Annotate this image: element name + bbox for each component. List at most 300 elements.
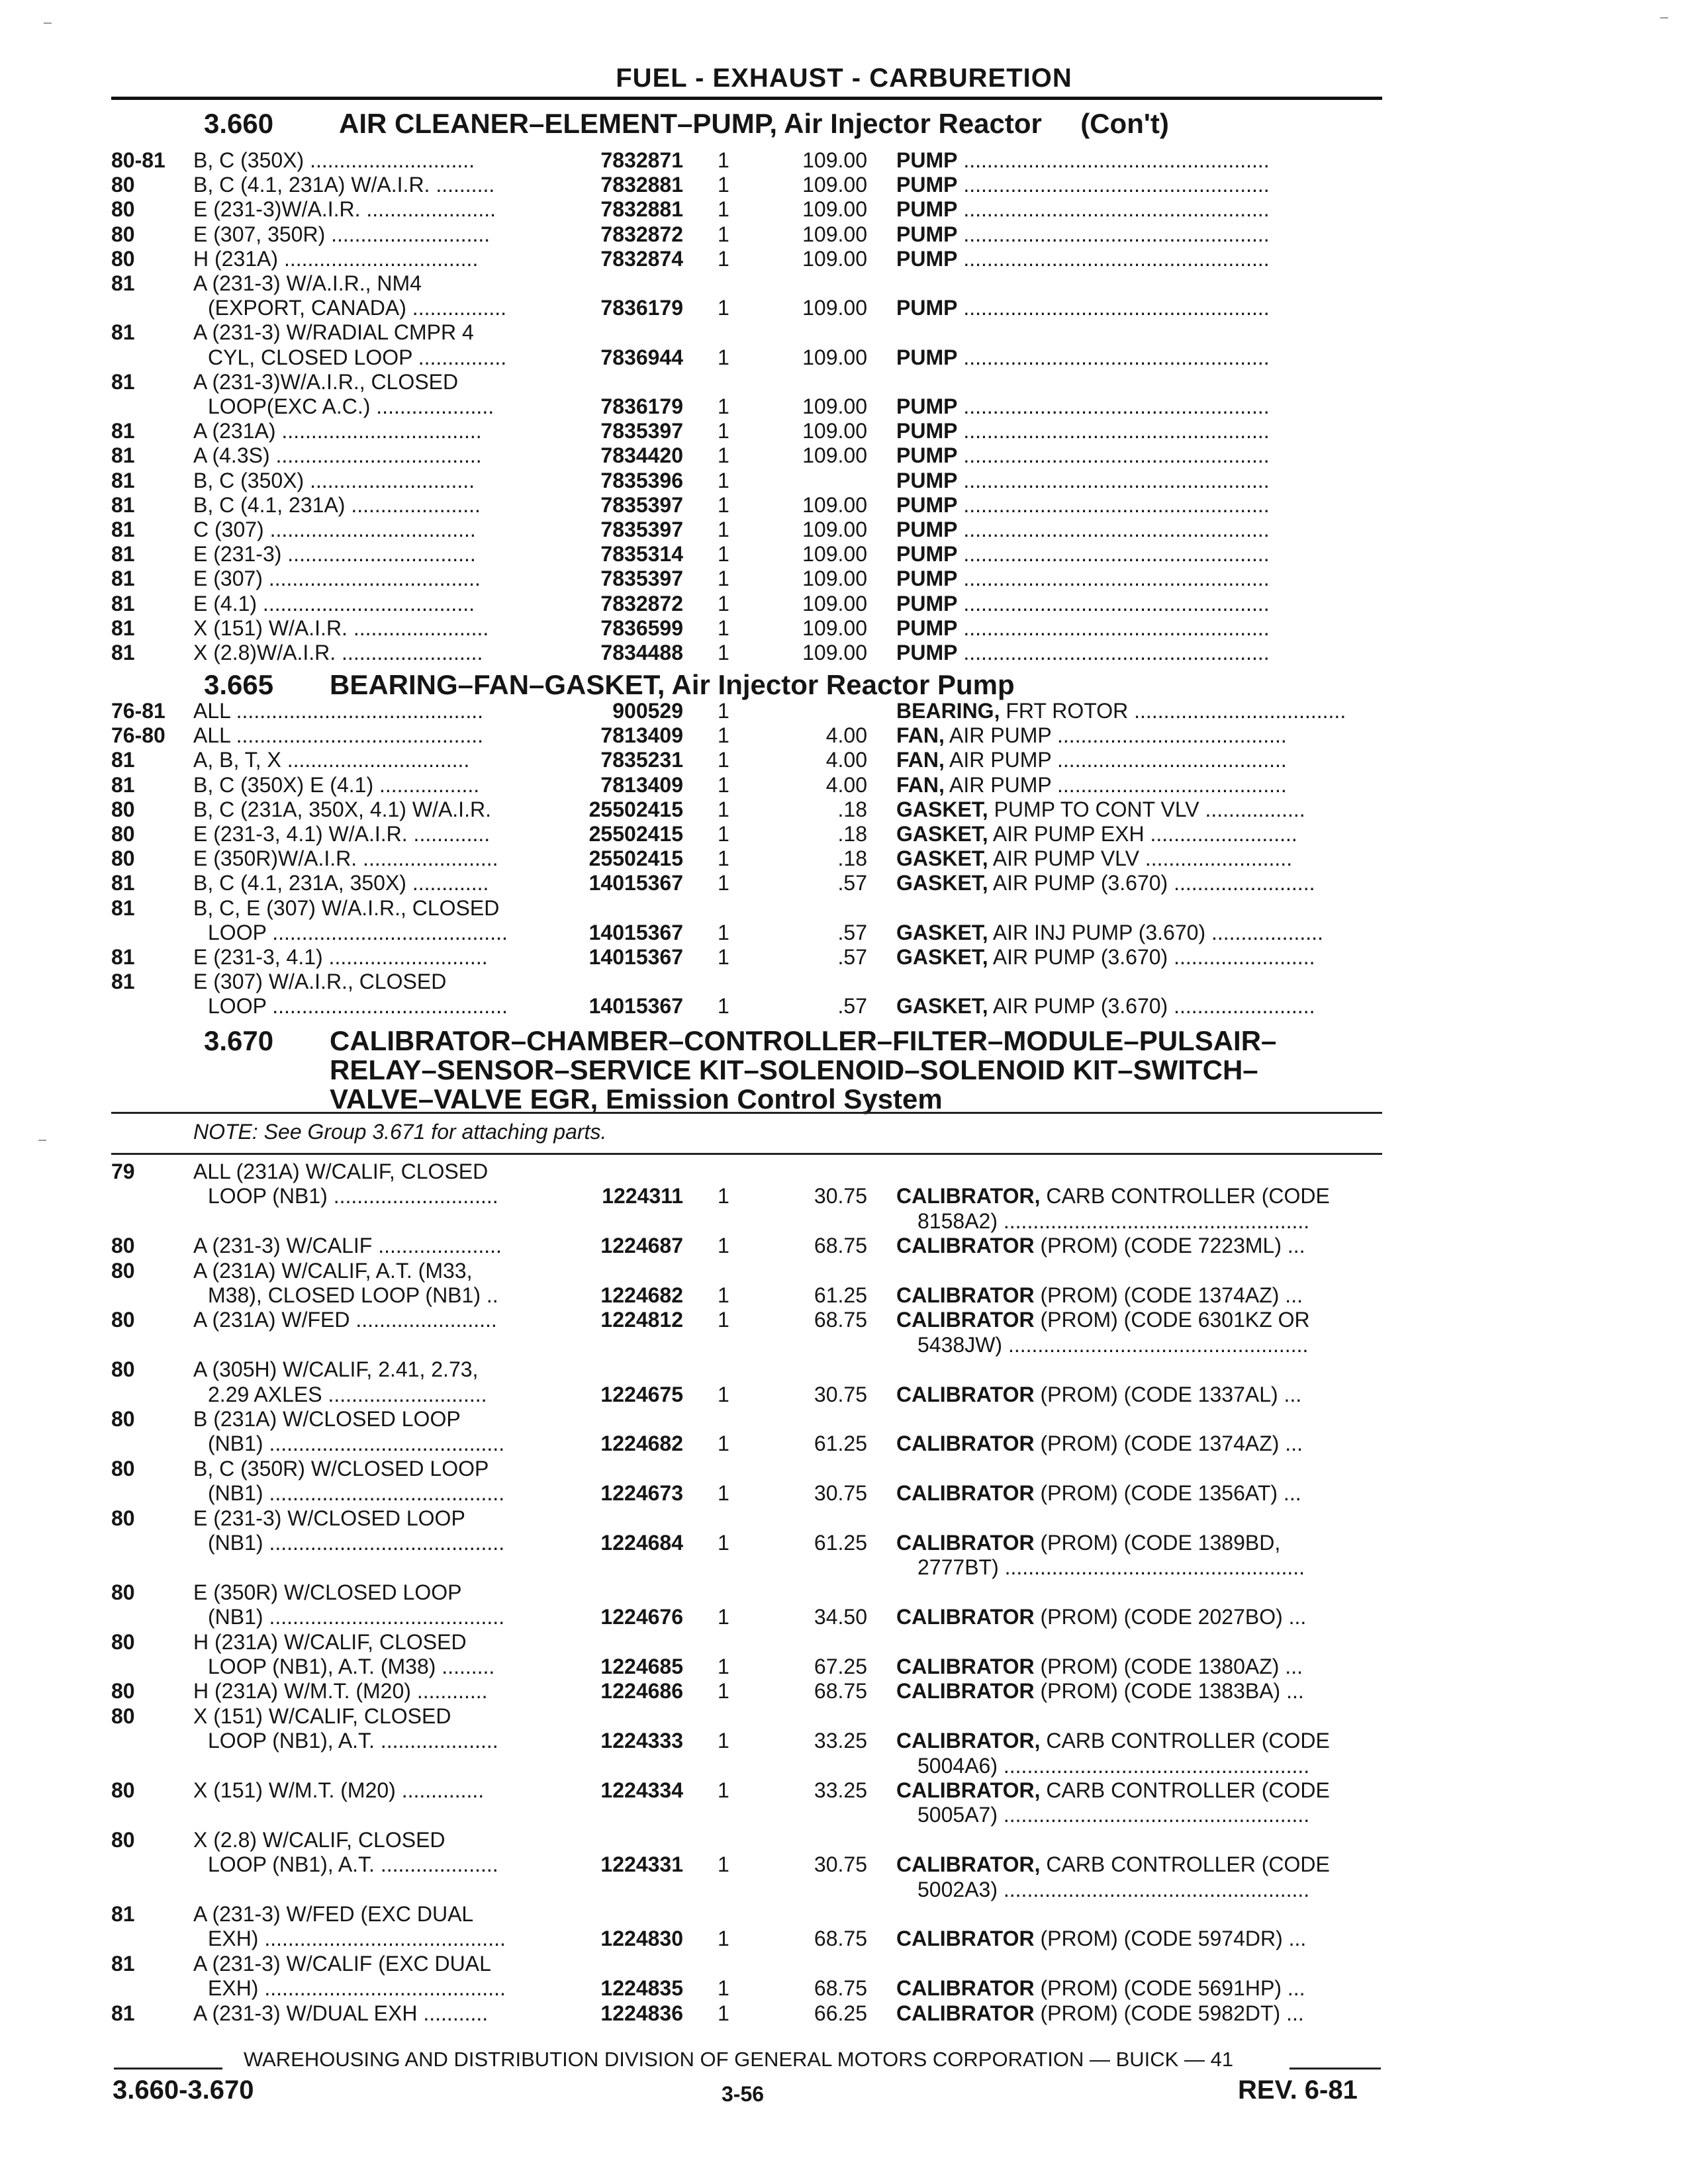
row-description: (NB1) ........................................ <box>208 1481 505 1506</box>
row-description: A (231-3) W/A.I.R., NM4 <box>193 271 422 295</box>
row-quantity: 1 <box>718 871 729 895</box>
row-part-name: GASKET, AIR PUMP (3.670) ........................ <box>896 945 1315 969</box>
row-part-name: CALIBRATOR (PROM) (CODE 5691HP) ... <box>896 1976 1305 2001</box>
table-row <box>0 1630 1688 1655</box>
section-title-main: BEARING–FAN–GASKET, <box>330 669 665 700</box>
table-row <box>0 921 1688 945</box>
row-part-name: PUMP .................................................... <box>896 148 1270 172</box>
row-part-number: 1224682 <box>600 1283 683 1307</box>
row-description: H (231A) W/CALIF, CLOSED <box>193 1629 467 1654</box>
row-part-number: 1224685 <box>600 1655 683 1678</box>
row-quantity: 1 <box>718 345 729 369</box>
table-row <box>0 1333 1688 1357</box>
table-row <box>0 1655 1688 1679</box>
row-description: E (231-3) ................................ <box>193 542 476 567</box>
row-year: 81 <box>111 542 135 567</box>
row-part-name: PUMP .................................................... <box>896 492 1270 517</box>
row-part-name-bold: PUMP <box>896 518 958 541</box>
row-description: E (231-3)W/A.I.R. ...................... <box>193 197 496 222</box>
row-price: .18 <box>837 846 867 871</box>
table-row <box>0 723 1688 748</box>
row-part-number: 7835396 <box>600 468 683 492</box>
table-row <box>0 518 1688 542</box>
row-quantity: 1 <box>718 2001 729 2025</box>
row-part-name-bold: GASKET, <box>896 871 988 895</box>
row-description: H (231A) W/M.T. (M20) ............ <box>193 1679 488 1704</box>
row-description: EXH) ......................................... <box>208 1927 506 1951</box>
row-quantity: 1 <box>718 641 729 664</box>
row-description: A (231-3) W/FED (EXC DUAL <box>193 1902 474 1926</box>
row-description: B, C (4.1, 231A) ...................... <box>193 492 481 517</box>
table-row <box>0 247 1688 271</box>
row-description: CYL, CLOSED LOOP ............... <box>208 345 507 369</box>
table-row <box>0 1704 1688 1729</box>
row-quantity: 1 <box>718 945 729 969</box>
row-description: E (307) .................................... <box>193 567 481 591</box>
table-row <box>0 1432 1688 1456</box>
row-description: ALL (231A) W/CALIF, CLOSED <box>193 1160 489 1183</box>
row-price: 68.75 <box>814 1976 867 2001</box>
row-part-name-bold: CALIBRATOR <box>896 1234 1035 1258</box>
row-price: 109.00 <box>802 173 867 197</box>
row-description: B, C (4.1, 231A, 350X) ............. <box>193 871 489 895</box>
row-quantity: 1 <box>718 920 729 944</box>
row-part-name: PUMP .................................................... <box>896 468 1270 492</box>
row-description: LOOP (NB1), A.T. .................... <box>208 1729 498 1753</box>
row-description: E (307, 350R) ........................... <box>193 222 491 246</box>
table-row <box>0 1531 1688 1555</box>
row-description: A (4.3S) ................................... <box>193 443 482 468</box>
section-title-line-2: RELAY–SENSOR–SERVICE KIT–SOLENOID–SOLENOID KIT–SWITCH– <box>330 1054 1258 1085</box>
row-part-name-bold: PUMP <box>896 567 958 591</box>
row-part-name-continued: 5438JW) ................................................... <box>917 1332 1309 1357</box>
row-part-number: 1224836 <box>600 2001 683 2025</box>
row-quantity: 1 <box>718 1382 729 1406</box>
row-part-number: 1224676 <box>600 1605 683 1629</box>
footer-division-text: WAREHOUSING AND DISTRIBUTION DIVISION OF GENERAL MOTORS CORPORATION — BUICK — 41 <box>244 2048 1234 2071</box>
row-quantity: 1 <box>718 723 729 748</box>
row-description: E (231-3, 4.1) ........................... <box>193 945 488 969</box>
row-price: 68.75 <box>814 1927 867 1951</box>
row-part-number: 7813409 <box>600 772 683 797</box>
row-quantity: 1 <box>718 615 729 640</box>
table-row <box>0 1952 1688 1976</box>
row-price: 68.75 <box>814 1679 867 1704</box>
table-row <box>0 1234 1688 1258</box>
row-year: 80 <box>111 1308 135 1332</box>
table-row <box>0 1729 1688 1753</box>
table-row <box>0 773 1688 797</box>
row-quantity: 1 <box>718 567 729 591</box>
row-quantity: 1 <box>718 542 729 567</box>
row-part-name: FAN, AIR PUMP ....................................... <box>896 748 1287 772</box>
row-part-number: 7832881 <box>600 173 683 197</box>
row-part-name-bold: CALIBRATOR <box>896 1976 1035 2001</box>
row-part-number: 1224334 <box>600 1778 683 1802</box>
table-row <box>0 1383 1688 1407</box>
row-part-name-continued: 2777BT) ................................................... <box>917 1555 1305 1580</box>
row-part-name-bold: PUMP <box>896 468 958 492</box>
row-part-name: PUMP .................................................... <box>896 591 1270 615</box>
row-part-number: 7813409 <box>600 723 683 748</box>
row-year: 80 <box>111 1827 135 1852</box>
row-price: 30.75 <box>814 1481 867 1506</box>
row-part-number: 900529 <box>612 699 683 723</box>
row-price: 109.00 <box>802 296 867 320</box>
row-part-name: CALIBRATOR, CARB CONTROLLER (CODE <box>896 1729 1330 1753</box>
row-quantity: 1 <box>718 1655 729 1678</box>
section-title-line-1: CALIBRATOR–CHAMBER–CONTROLLER–FILTER–MODULE–PULSAIR– <box>330 1025 1277 1056</box>
row-year: 81 <box>111 443 135 468</box>
row-quantity: 1 <box>718 296 729 320</box>
table-row <box>0 542 1688 567</box>
row-part-name-bold: PUMP <box>896 615 958 640</box>
section-title <box>339 110 1169 138</box>
row-quantity: 1 <box>718 518 729 541</box>
row-description: ALL .......................................... <box>193 699 484 723</box>
row-price: 30.75 <box>814 1184 867 1208</box>
table-row <box>0 1902 1688 1927</box>
row-part-name-bold: CALIBRATOR <box>896 1432 1035 1456</box>
row-quantity: 1 <box>718 197 729 222</box>
row-quantity: 1 <box>718 1308 729 1332</box>
row-part-number: 1224835 <box>600 1976 683 2001</box>
row-price: 109.00 <box>802 419 867 443</box>
row-part-name: GASKET, AIR INJ PUMP (3.670) ................... <box>896 920 1323 944</box>
row-description: A (231A) W/CALIF, A.T. (M33, <box>193 1258 473 1283</box>
row-part-number: 7835397 <box>600 492 683 517</box>
row-description: X (151) W/M.T. (M20) .............. <box>193 1778 485 1802</box>
row-part-name-bold: PUMP <box>896 197 958 222</box>
row-description: A (231-3) W/RADIAL CMPR 4 <box>193 320 474 345</box>
table-row <box>0 1754 1688 1778</box>
row-year: 81 <box>111 567 135 591</box>
page-header: FUEL - EXHAUST - CARBURETION <box>616 64 1072 93</box>
row-part-name: GASKET, AIR PUMP (3.670) ........................ <box>896 871 1315 895</box>
row-part-name: CALIBRATOR (PROM) (CODE 1389BD, <box>896 1531 1281 1555</box>
table-row <box>0 1308 1688 1332</box>
row-description: A (231-3) W/CALIF ..................... <box>193 1234 502 1258</box>
row-part-name: PUMP .................................................... <box>896 542 1270 567</box>
row-description: E (231-3) W/CLOSED LOOP <box>193 1506 465 1530</box>
row-part-name-bold: CALIBRATOR <box>896 1605 1035 1629</box>
table-row <box>0 896 1688 921</box>
row-year: 80 <box>111 846 135 871</box>
table-row <box>0 748 1688 772</box>
row-part-name: PUMP .................................................... <box>896 173 1270 197</box>
row-part-name: CALIBRATOR (PROM) (CODE 1356AT) ... <box>896 1481 1301 1506</box>
row-year: 81 <box>111 492 135 517</box>
row-description: B, C (350X) E (4.1) ................. <box>193 772 480 797</box>
row-quantity: 1 <box>718 699 729 723</box>
table-row <box>0 945 1688 970</box>
row-price: .18 <box>837 822 867 846</box>
table-row <box>0 1976 1688 2001</box>
note-top-rule <box>111 1112 1382 1114</box>
row-description: A (305H) W/CALIF, 2.41, 2.73, <box>193 1357 479 1382</box>
row-description: E (350R) W/CLOSED LOOP <box>193 1580 462 1604</box>
row-year: 81 <box>111 748 135 772</box>
row-part-name: BEARING, FRT ROTOR .................................... <box>896 699 1346 723</box>
row-part-name-continued: 5002A3) .................................................... <box>917 1877 1310 1901</box>
row-quantity: 1 <box>718 1481 729 1506</box>
row-year: 81 <box>111 419 135 443</box>
row-part-name: PUMP .................................................... <box>896 345 1270 369</box>
row-year: 76-81 <box>111 699 165 723</box>
row-quantity: 1 <box>718 1927 729 1951</box>
row-part-number: 1224673 <box>600 1481 683 1506</box>
row-description: B, C (350X) ............................ <box>193 468 475 492</box>
row-description: (EXPORT, CANADA) ................ <box>208 296 507 320</box>
row-part-name-bold: FAN, <box>896 748 945 772</box>
row-quantity: 1 <box>718 748 729 772</box>
table-row <box>0 394 1688 419</box>
row-part-name: CALIBRATOR (PROM) (CODE 2027BO) ... <box>896 1605 1307 1629</box>
section-title-sub: Emission Control System <box>598 1083 943 1115</box>
row-price: 61.25 <box>814 1283 867 1307</box>
row-description: 2.29 AXLES ........................... <box>208 1382 487 1406</box>
row-year: 81 <box>111 2001 135 2025</box>
row-year: 81 <box>111 1902 135 1926</box>
table-row <box>0 345 1688 370</box>
row-part-name-continued: 5005A7) .................................................... <box>917 1803 1310 1827</box>
row-part-name-bold: PUMP <box>896 443 958 468</box>
table-row <box>0 1407 1688 1432</box>
row-quantity: 1 <box>718 1184 729 1208</box>
section-title <box>330 671 1015 699</box>
row-price: 4.00 <box>825 748 867 772</box>
row-part-name: GASKET, AIR PUMP (3.670) ........................ <box>896 994 1315 1019</box>
row-description: LOOP (NB1) ............................ <box>208 1184 498 1208</box>
row-quantity: 1 <box>718 1531 729 1555</box>
row-description: A (231-3) W/DUAL EXH ........... <box>193 2001 489 2025</box>
section-title-main: VALVE–VALVE EGR, <box>330 1083 598 1115</box>
row-part-number: 1224686 <box>600 1679 683 1704</box>
row-price: 61.25 <box>814 1531 867 1555</box>
row-year: 80 <box>111 1407 135 1431</box>
row-part-number: 7832871 <box>600 148 683 172</box>
row-price: 109.00 <box>802 615 867 640</box>
table-row <box>0 1580 1688 1605</box>
row-part-number: 7834420 <box>600 443 683 468</box>
row-price: 68.75 <box>814 1234 867 1258</box>
row-price: 109.00 <box>802 345 867 369</box>
row-price: 66.25 <box>814 2001 867 2025</box>
row-part-name: FAN, AIR PUMP ....................................... <box>896 723 1287 748</box>
row-part-name-bold: CALIBRATOR <box>896 1382 1035 1406</box>
row-year: 81 <box>111 871 135 895</box>
section-title-main: AIR CLEANER–ELEMENT–PUMP, <box>339 108 777 139</box>
row-part-name-bold: BEARING, <box>896 699 1000 723</box>
table-row <box>0 641 1688 665</box>
row-quantity: 1 <box>718 994 729 1019</box>
table-row <box>0 592 1688 616</box>
row-price: 34.50 <box>814 1605 867 1629</box>
row-quantity: 1 <box>718 846 729 871</box>
row-part-name-bold: FAN, <box>896 772 945 797</box>
table-row <box>0 197 1688 222</box>
row-part-name: GASKET, AIR PUMP VLV ......................... <box>896 846 1293 871</box>
row-price: .57 <box>837 945 867 969</box>
row-description: B, C (4.1, 231A) W/A.I.R. .......... <box>193 173 495 197</box>
row-quantity: 1 <box>718 1605 729 1629</box>
row-year: 80 <box>111 1704 135 1728</box>
row-quantity: 1 <box>718 772 729 797</box>
table-row <box>0 1778 1688 1803</box>
row-part-number: 7836179 <box>600 394 683 418</box>
row-part-name-bold: CALIBRATOR, <box>896 1184 1041 1208</box>
row-year: 81 <box>111 1951 135 1976</box>
row-description: M38), CLOSED LOOP (NB1) .. <box>208 1283 498 1307</box>
row-part-name: PUMP .................................................... <box>896 567 1270 591</box>
row-description: A (231A) .................................. <box>193 419 482 443</box>
row-quantity: 1 <box>718 148 729 172</box>
row-part-name-bold: CALIBRATOR, <box>896 1778 1041 1802</box>
row-part-name-continued: 5004A6) .................................................... <box>917 1753 1310 1778</box>
row-description: X (151) W/CALIF, CLOSED <box>193 1704 451 1728</box>
table-row <box>0 822 1688 846</box>
row-description: LOOP ........................................ <box>208 920 508 944</box>
row-price: 30.75 <box>814 1382 867 1406</box>
row-description: (NB1) ........................................ <box>208 1531 505 1555</box>
row-description: LOOP (NB1), A.T. (M38) ......... <box>208 1655 495 1678</box>
row-price: 61.25 <box>814 1432 867 1456</box>
row-price: 109.00 <box>802 567 867 591</box>
row-part-name: CALIBRATOR (PROM) (CODE 1380AZ) ... <box>896 1655 1303 1678</box>
row-part-number: 1224812 <box>600 1308 683 1332</box>
row-price: 109.00 <box>802 197 867 222</box>
row-quantity: 1 <box>718 1432 729 1456</box>
row-price: 4.00 <box>825 772 867 797</box>
row-description: E (307) W/A.I.R., CLOSED <box>193 970 447 994</box>
row-part-number: 7836599 <box>600 615 683 640</box>
row-quantity: 1 <box>718 822 729 846</box>
row-part-name: FAN, AIR PUMP ....................................... <box>896 772 1287 797</box>
row-part-name-bold: CALIBRATOR <box>896 1679 1035 1704</box>
row-part-name-bold: PUMP <box>896 591 958 615</box>
row-quantity: 1 <box>718 1729 729 1753</box>
row-year: 80 <box>111 1258 135 1283</box>
table-row <box>0 1555 1688 1580</box>
row-description: B, C (350R) W/CLOSED LOOP <box>193 1456 489 1480</box>
footer-section-range: 3.660-3.670 <box>113 2075 254 2105</box>
row-part-name-bold: CALIBRATOR <box>896 1531 1035 1555</box>
table-row <box>0 994 1688 1019</box>
row-year: 80 <box>111 1357 135 1382</box>
row-quantity: 1 <box>718 1234 729 1258</box>
row-part-name: GASKET, AIR PUMP EXH ......................... <box>896 822 1297 846</box>
table-row <box>0 1259 1688 1283</box>
row-price: .57 <box>837 871 867 895</box>
row-part-name-bold: PUMP <box>896 246 958 271</box>
row-year: 81 <box>111 518 135 541</box>
table-row <box>0 1457 1688 1481</box>
row-year: 76-80 <box>111 723 165 748</box>
table-row <box>0 271 1688 296</box>
footer-left-rule <box>114 2068 222 2070</box>
row-part-name-bold: CALIBRATOR <box>896 1308 1035 1332</box>
row-part-name: CALIBRATOR (PROM) (CODE 5974DR) ... <box>896 1927 1307 1951</box>
row-price: 109.00 <box>802 591 867 615</box>
row-part-name: CALIBRATOR, CARB CONTROLLER (CODE <box>896 1852 1330 1877</box>
row-description: EXH) ......................................... <box>208 1976 506 2001</box>
row-price: 4.00 <box>825 723 867 748</box>
row-part-number: 14015367 <box>588 920 683 944</box>
row-description: A (231-3)W/A.I.R., CLOSED <box>193 369 459 394</box>
row-part-name-bold: PUMP <box>896 222 958 246</box>
row-price: 68.75 <box>814 1308 867 1332</box>
row-part-name-bold: GASKET, <box>896 846 988 871</box>
row-quantity: 1 <box>718 222 729 246</box>
row-price: 30.75 <box>814 1852 867 1877</box>
row-description: B, C (231A, 350X, 4.1) W/A.I.R. <box>193 797 491 821</box>
table-row <box>0 469 1688 493</box>
row-price: 109.00 <box>802 641 867 664</box>
row-quantity: 1 <box>718 1976 729 2001</box>
row-year: 80 <box>111 1234 135 1258</box>
row-price: 109.00 <box>802 246 867 271</box>
row-part-name-bold: CALIBRATOR <box>896 1927 1035 1951</box>
row-part-number: 25502415 <box>588 822 683 846</box>
row-year: 80 <box>111 822 135 846</box>
row-part-name: PUMP .................................................... <box>896 222 1270 246</box>
scan-mark <box>1660 17 1668 19</box>
row-quantity: 1 <box>718 419 729 443</box>
row-part-name-bold: CALIBRATOR <box>896 1481 1035 1506</box>
row-part-number: 1224682 <box>600 1432 683 1456</box>
row-part-name-bold: PUMP <box>896 345 958 369</box>
scan-mark <box>44 23 52 24</box>
row-description: E (350R)W/A.I.R. ....................... <box>193 846 498 871</box>
row-part-number: 7835397 <box>600 567 683 591</box>
table-row <box>0 222 1688 247</box>
row-description: (NB1) ........................................ <box>208 1432 505 1456</box>
row-part-name: CALIBRATOR, CARB CONTROLLER (CODE <box>896 1778 1330 1802</box>
row-part-name: PUMP .................................................... <box>896 197 1270 222</box>
row-price: 109.00 <box>802 542 867 567</box>
table-row <box>0 1160 1688 1184</box>
row-part-number: 7834488 <box>600 641 683 664</box>
table-row <box>0 1927 1688 1951</box>
table-row <box>0 699 1688 723</box>
row-year: 80 <box>111 1679 135 1704</box>
table-row <box>0 320 1688 345</box>
row-price: 109.00 <box>802 148 867 172</box>
table-row <box>0 846 1688 871</box>
row-year: 81 <box>111 641 135 664</box>
row-part-name: PUMP .................................................... <box>896 443 1270 468</box>
row-year: 80 <box>111 222 135 246</box>
row-quantity: 1 <box>718 591 729 615</box>
row-quantity: 1 <box>718 173 729 197</box>
table-row <box>0 2001 1688 2026</box>
row-description: B, C (350X) ............................ <box>193 148 475 172</box>
row-part-number: 1224331 <box>600 1852 683 1877</box>
row-part-number: 1224687 <box>600 1234 683 1258</box>
row-part-name-bold: GASKET, <box>896 945 988 969</box>
row-description: H (231A) ................................. <box>193 246 479 271</box>
row-quantity: 1 <box>718 1679 729 1704</box>
row-year: 80 <box>111 797 135 821</box>
row-part-name: GASKET, PUMP TO CONT VLV ................. <box>896 797 1305 821</box>
footer-right-rule <box>1289 2068 1381 2070</box>
row-part-number: 7835314 <box>600 542 683 567</box>
row-part-name: PUMP .................................................... <box>896 246 1270 271</box>
row-part-name: CALIBRATOR (PROM) (CODE 1374AZ) ... <box>896 1283 1303 1307</box>
row-part-number: 7832881 <box>600 197 683 222</box>
table-row <box>0 443 1688 468</box>
row-year: 81 <box>111 772 135 797</box>
